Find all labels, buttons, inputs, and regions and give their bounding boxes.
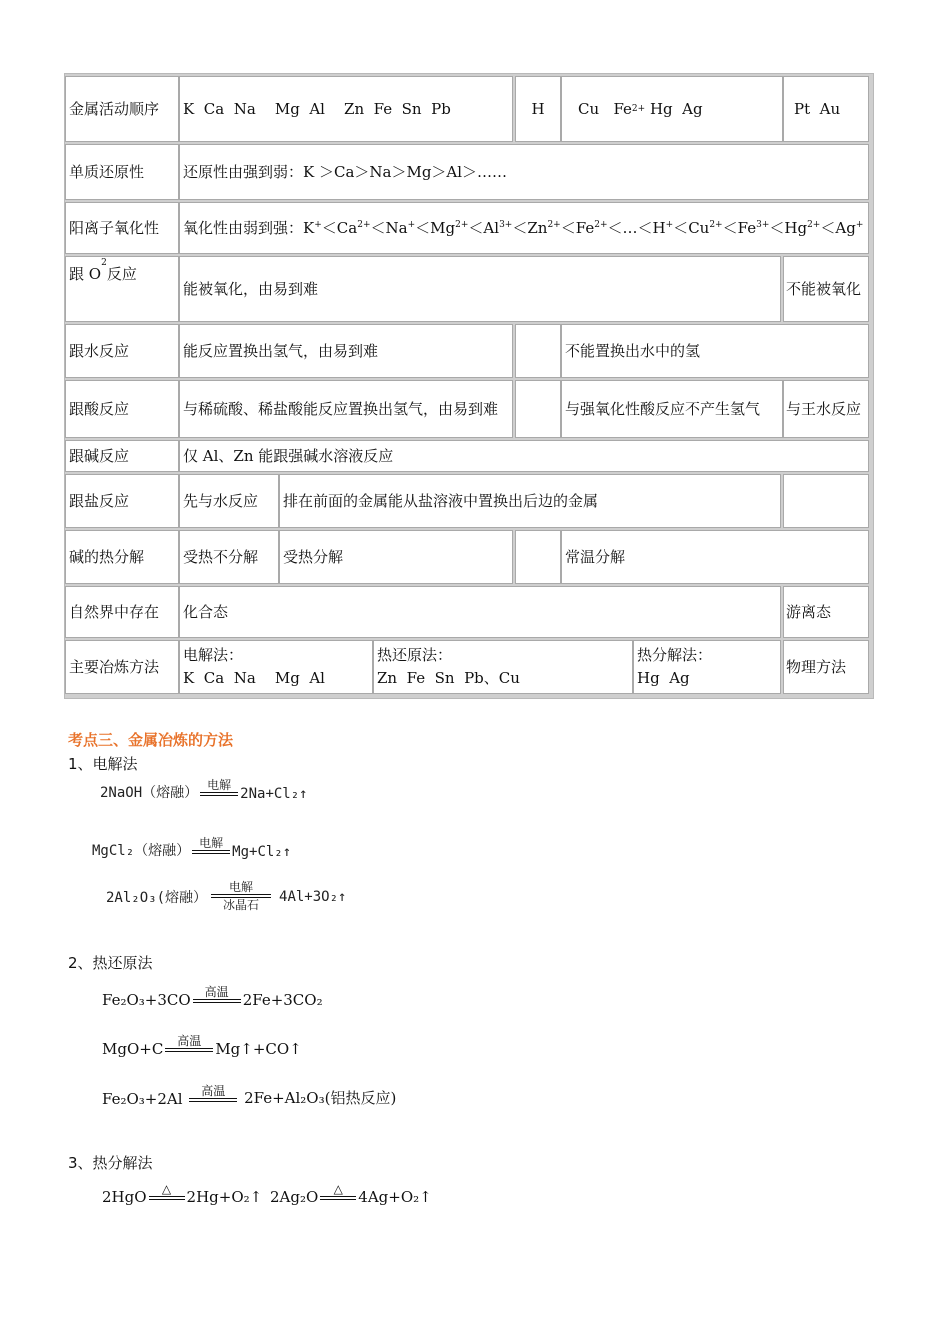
cell-text: Cu Fe (578, 99, 632, 118)
ion-symbol: Zn (527, 218, 548, 237)
activity-hydrogen (515, 76, 561, 142)
condition: 高温 (201, 1084, 226, 1098)
cell-text: 与稀硫酸、稀盐酸能反应置换出氢气，由易到难 (183, 399, 499, 418)
water-label (65, 324, 179, 378)
condition: 高温 (204, 985, 229, 999)
ion-symbol: Fe (575, 218, 595, 237)
eq-right: Mg+Cl₂↑ (232, 844, 292, 860)
reducing-label (65, 144, 179, 200)
hydroxide-c (561, 530, 869, 584)
condition: △ (333, 1182, 343, 1196)
ion-symbol: Cu (688, 218, 710, 237)
ion-charge: + (665, 219, 674, 230)
metal-activity-table (64, 73, 874, 699)
condition: 电解 (229, 880, 254, 894)
cell-text: 化合态 (183, 602, 229, 621)
acid-empty (515, 380, 561, 438)
eq-left: 2NaOH（熔融） (100, 785, 199, 801)
salt-label (65, 474, 179, 528)
water-empty (515, 324, 561, 378)
eq-right: 2Fe+3CO₂ (242, 991, 323, 1009)
ion-symbol: Al (483, 218, 500, 237)
method-d (783, 640, 869, 694)
method-c (633, 640, 781, 694)
cell-text: 阳离子氧化性 (69, 218, 160, 237)
eq-mgo-c (102, 1034, 302, 1058)
cell-text: 受热不分解 (183, 547, 259, 566)
cell-text: Hg Ag (637, 669, 690, 687)
salt-empty (783, 474, 869, 528)
reaction-arrow (211, 880, 271, 913)
cell-text: 物理方法 (786, 657, 847, 676)
ion-charge: 2+ (594, 219, 608, 230)
nature-label (65, 586, 179, 638)
eq-left: Fe₂O₃+3CO (102, 991, 191, 1009)
ion-symbol: Mg (430, 218, 456, 237)
o2-b (783, 256, 869, 322)
method-label (65, 640, 179, 694)
water-a (179, 324, 513, 378)
cell-text: 反应 (106, 265, 137, 283)
cell-text: 跟碱反应 (69, 446, 130, 465)
ion-charge: 2+ (807, 219, 821, 230)
cell-text: 电解法： (183, 646, 244, 664)
water-b (561, 324, 869, 378)
cell-text: K Ca Na Mg Al Zn Fe Sn Pb (183, 99, 451, 118)
less-than: ＜ (321, 218, 337, 237)
cell-text: 能被氧化，由易到难 (183, 279, 319, 298)
cell-text: 排在前面的金属能从盐溶液中置换出后边的金属 (283, 491, 599, 510)
cell-text: 仅 Al、Zn 能跟强碱水溶液反应 (183, 446, 394, 465)
cell-text: 游离态 (786, 602, 832, 621)
ion-symbol: K (303, 218, 315, 237)
reaction-arrow (149, 1182, 185, 1200)
salt-b (279, 474, 781, 528)
method-b (373, 640, 633, 694)
method-a (179, 640, 373, 694)
ion-charge: 2+ (547, 219, 561, 230)
thermal-reduction-title: 2、热还原法 (68, 954, 153, 972)
reaction-arrow (192, 836, 230, 854)
cell-text: 能反应置换出氢气，由易到难 (183, 341, 379, 360)
eq-ag2o (270, 1182, 432, 1206)
cell-text: K Ca Na Mg Al (183, 669, 325, 687)
activity-metals-d (783, 76, 869, 142)
eq-right: 4Ag+O₂↑ (358, 1188, 432, 1206)
cell-text: 与强氧化性酸反应不产生氢气 (565, 399, 761, 418)
eq-left: Fe₂O₃+2Al (102, 1090, 188, 1108)
cell-text: 跟水反应 (69, 341, 130, 360)
cell-text: Zn Fe Sn Pb、Cu (377, 669, 520, 687)
cell-text: 还原性由强到弱：K ＞Ca＞Na＞Mg＞Al＞…… (183, 162, 508, 181)
cell-text: 热还原法： (377, 646, 453, 664)
ion-symbol: H (652, 218, 666, 237)
ion-symbol: Ag (835, 218, 856, 237)
eq-right: Mg↑+CO↑ (215, 1040, 302, 1058)
oxidizing-text (179, 202, 869, 254)
less-than: ＜ (769, 218, 785, 237)
electrolysis-title: 1、电解法 (68, 755, 138, 773)
ion-charge: 2+ (357, 219, 371, 230)
ion-symbol: Hg (784, 218, 808, 237)
reducing-text (179, 144, 869, 200)
reaction-arrow (189, 1084, 237, 1102)
nature-a (179, 586, 781, 638)
cell-text: H (531, 99, 545, 118)
reaction-arrow (200, 778, 238, 796)
less-than: ＜ (607, 218, 623, 237)
hydroxide-b (279, 530, 513, 584)
cell-text: 自然界中存在 (69, 602, 160, 621)
cell-text: 先与水反应 (183, 491, 259, 510)
eq-right: 2Na+Cl₂↑ (240, 786, 308, 802)
activity-label (65, 76, 179, 142)
cell-text: 受热分解 (283, 547, 344, 566)
condition: 电解 (207, 778, 232, 792)
oxidizing-label (65, 202, 179, 254)
base-label (65, 440, 179, 472)
reaction-arrow (165, 1034, 213, 1052)
acid-c (783, 380, 869, 438)
cell-text: 主要冶炼方法 (69, 657, 160, 676)
eq-left: 2HgO (102, 1188, 147, 1206)
acid-label (65, 380, 179, 438)
less-than: ＜ (637, 218, 653, 237)
cell-text: 不能被氧化 (786, 279, 862, 298)
eq-left: MgO+C (102, 1040, 164, 1058)
hydroxide-a (179, 530, 279, 584)
less-than: ＜ (370, 218, 386, 237)
cell-text: 与王水反应 (786, 399, 862, 418)
less-than: ＜ (415, 218, 431, 237)
cell-text: 金属活动顺序 (69, 99, 160, 118)
cell-text: 常温分解 (565, 547, 626, 566)
eq-fe2o3-co (102, 985, 323, 1009)
condition-below: 冰晶石 (223, 898, 260, 912)
eq-al2o3 (106, 880, 346, 913)
salt-a (179, 474, 279, 528)
ion-charge: 2+ (709, 219, 723, 230)
eq-left: 2Al₂O₃(熔融） (106, 889, 208, 906)
cell-text: 单质还原性 (69, 162, 145, 181)
eq-naoh (100, 778, 308, 802)
ion-charge: + (407, 219, 416, 230)
hydroxide-label (65, 530, 179, 584)
hydroxide-empty (515, 530, 561, 584)
less-than: ＜ (512, 218, 528, 237)
cell-text: 跟酸反应 (69, 399, 130, 418)
acid-a (179, 380, 513, 438)
less-than: ＜ (560, 218, 576, 237)
cell-text: 不能置换出水中的氢 (565, 341, 701, 360)
reaction-arrow (320, 1182, 356, 1200)
cell-text: 跟盐反应 (69, 491, 130, 510)
acid-b (561, 380, 783, 438)
eq-thermite (102, 1084, 396, 1108)
base-a (179, 440, 869, 472)
o2-label: 跟 O 2 反应 (65, 256, 179, 322)
less-than: ＜ (820, 218, 836, 237)
ion-charge: 3+ (756, 219, 770, 230)
less-than: ＜ (673, 218, 689, 237)
o2-a (179, 256, 781, 322)
reaction-arrow (193, 985, 241, 1003)
eq-hgo (102, 1182, 262, 1206)
ion-charge: 3+ (499, 219, 513, 230)
less-than: ＜ (722, 218, 738, 237)
cell-text: Hg Ag (645, 99, 703, 118)
ion-symbol: Fe (737, 218, 757, 237)
ion-symbol: … (622, 218, 638, 237)
nature-b (783, 586, 869, 638)
eq-left: MgCl₂（熔融） (92, 843, 191, 859)
activity-metals-c: Cu Fe 2+ Hg Ag (561, 76, 783, 142)
cell-text: 跟 O (69, 265, 102, 283)
ion-symbol: Ca (336, 218, 358, 237)
condition: 高温 (177, 1034, 202, 1048)
cell-text: 热分解法： (637, 646, 713, 664)
ion-charge: + (855, 219, 864, 230)
condition: 电解 (199, 836, 224, 850)
cell-text: Pt Au (794, 99, 841, 118)
less-than: ＜ (468, 218, 484, 237)
ion-charge: + (314, 219, 322, 230)
cell-text: 氧化性由弱到强： (183, 218, 304, 237)
eq-right: 4Al+3O₂↑ (279, 888, 347, 905)
activity-metals-a (179, 76, 513, 142)
cell-text: 碱的热分解 (69, 547, 145, 566)
ion-series (303, 217, 863, 240)
thermal-decomposition-title: 3、热分解法 (68, 1154, 153, 1172)
ion-symbol: Na (385, 218, 408, 237)
eq-mgcl2 (92, 836, 291, 860)
section-heading: 考点三、金属冶炼的方法 (68, 731, 234, 749)
ion-charge: 2+ (455, 219, 469, 230)
condition: △ (161, 1182, 172, 1196)
eq-right: 2Hg+O₂↑ (186, 1188, 263, 1206)
eq-right: 2Fe+Al₂O₃(铝热反应) (239, 1089, 397, 1107)
eq-left: 2Ag₂O (270, 1188, 319, 1206)
